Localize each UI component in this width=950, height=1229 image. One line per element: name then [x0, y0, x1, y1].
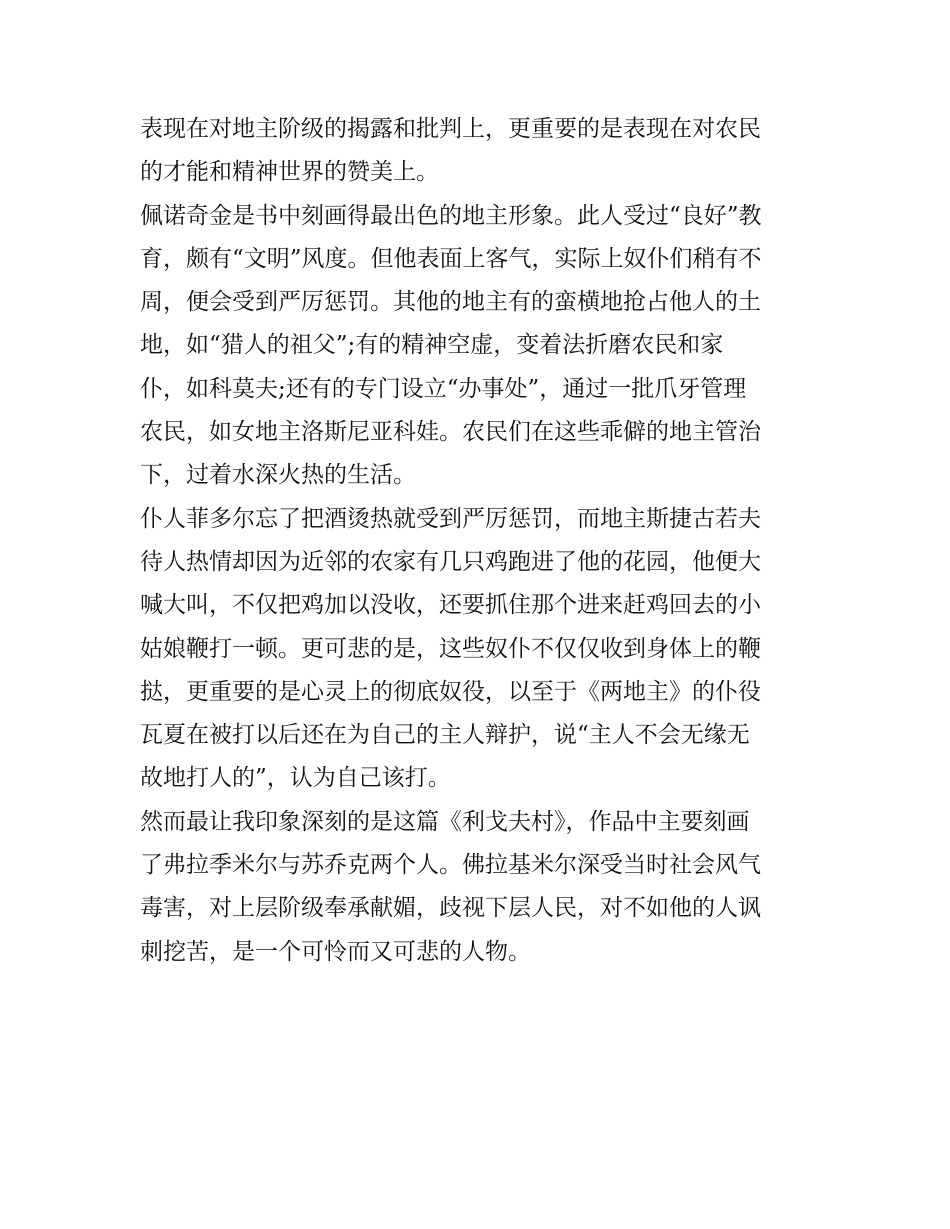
text-line: 了弗拉季米尔与苏乔克两个人。佛拉基米尔深受当时社会风气 — [140, 852, 761, 879]
text-line: 地，如“猎人的祖父”;有的精神空虚，变着法折磨农民和家 — [140, 332, 724, 359]
text-line: 表现在对地主阶级的揭露和批判上，更重要的是表现在对农民 — [140, 116, 761, 142]
text-line: 然而最让我印象深刻的是这篇《利戈夫村》，作品中主要刻画 — [140, 808, 750, 835]
text-line: 毒害，对上层阶级奉承献媚，歧视下层人民，对不如他的人讽 — [140, 895, 761, 922]
body-text — [140, 108, 820, 974]
text-line: 育，颇有“文明”风度。但他表面上客气，实际上奴仆们稍有不 — [140, 245, 762, 272]
text-line: 仆，如科莫夫;还有的专门设立“办事处”，通过一批爪牙管理 — [140, 375, 747, 402]
text-line: 瓦夏在被打以后还在为自己的主人辩护，说“主人不会无缘无 — [140, 722, 750, 749]
text-line: 仆人菲多尔忘了把酒烫热就受到严厉惩罚，而地主斯捷古若夫 — [140, 505, 761, 532]
text-line: 刺挖苦，是一个可怜而又可悲的人物。 — [140, 938, 531, 965]
text-line: 的才能和精神世界的赞美上。 — [140, 159, 439, 186]
text-line: 佩诺奇金是书中刻画得最出色的地主形象。此人受过“良好”教 — [140, 202, 762, 229]
text-line: 待人热情却因为近邻的农家有几只鸡跑进了他的花园，他便大 — [140, 548, 761, 575]
text-line: 周，便会受到严厉惩罚。其他的地主有的蛮横地抢占他人的土 — [140, 289, 761, 316]
text-line: 农民，如女地主洛斯尼亚科娃。农民们在这些乖僻的地主管治 — [140, 419, 761, 446]
text-line: 喊大叫，不仅把鸡加以没收，还要抓住那个进来赶鸡回去的小 — [140, 592, 761, 619]
text-line: 挞，更重要的是心灵上的彻底奴役，以至于《两地主》的仆役 — [140, 678, 761, 705]
text-line: 姑娘鞭打一顿。更可悲的是，这些奴仆不仅仅收到身体上的鞭 — [140, 635, 761, 662]
text-line: 故地打人的”，认为自己该打。 — [140, 765, 451, 792]
text-line: 下，过着水深火热的生活。 — [140, 462, 416, 489]
